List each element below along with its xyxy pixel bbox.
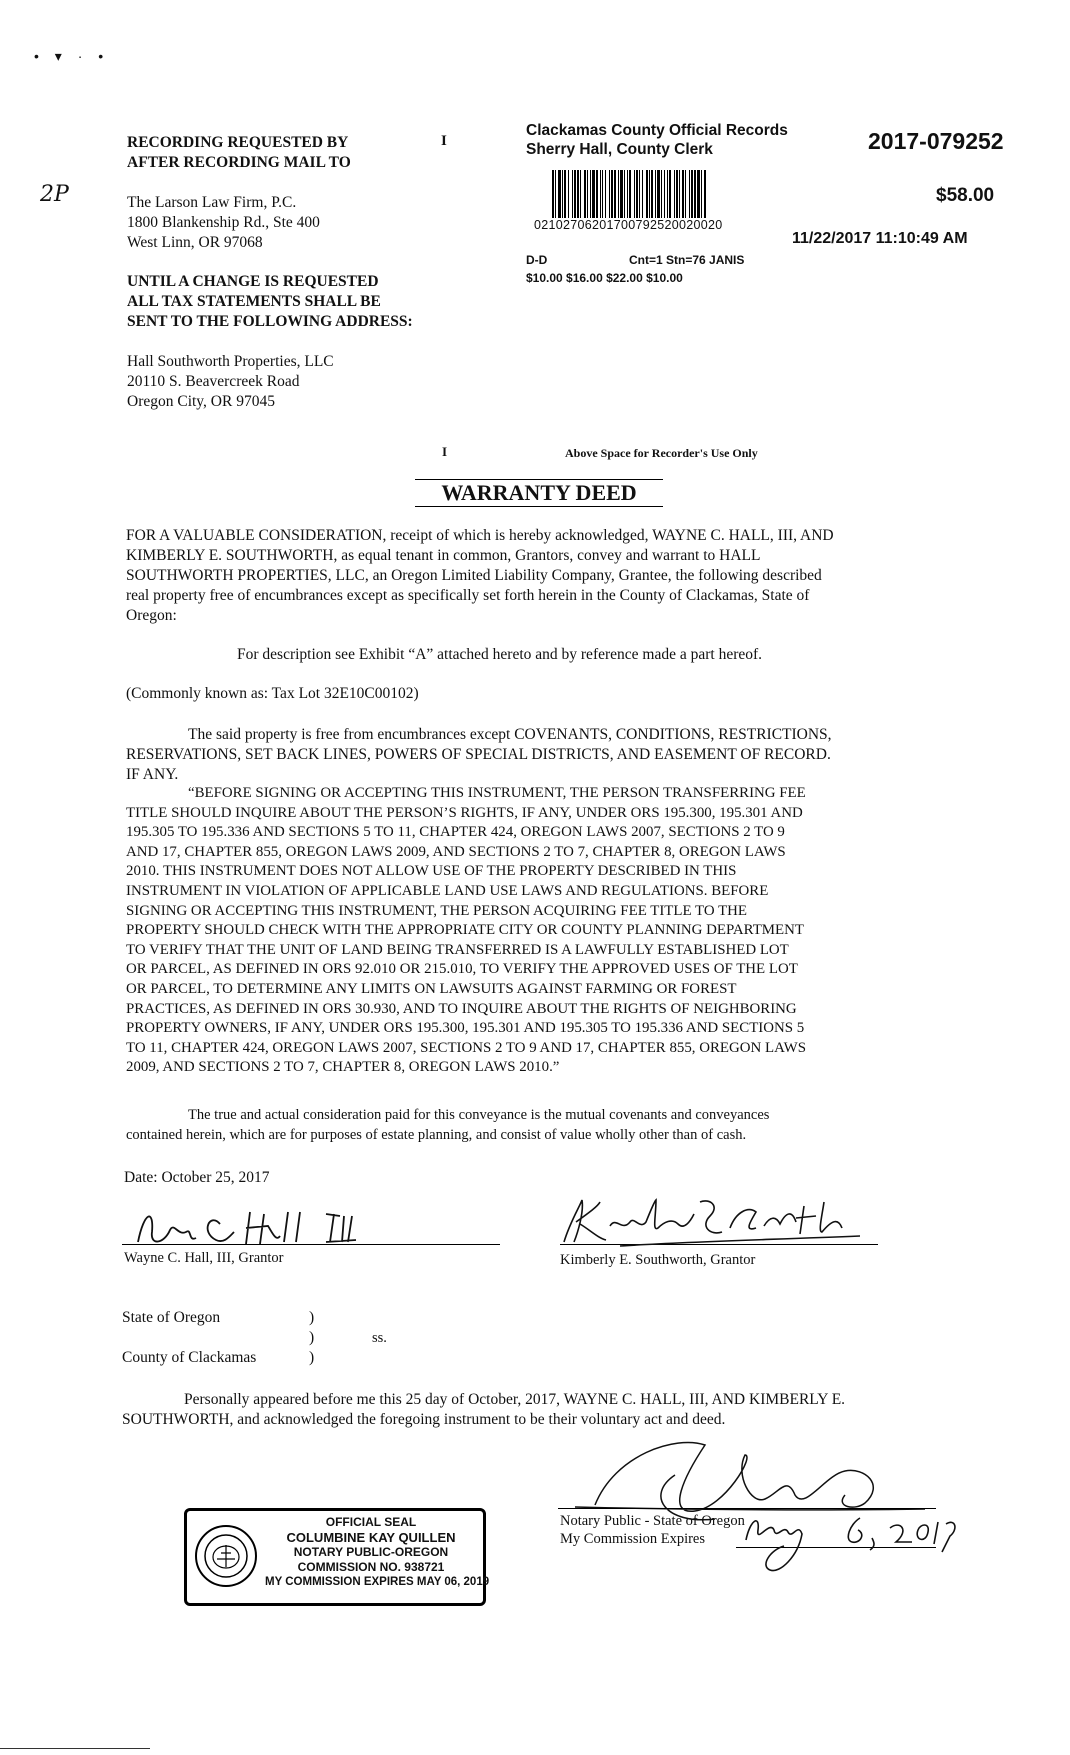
deed-code: D-D (526, 253, 548, 267)
notice-line: SIGNING OR ACCEPTING THIS INSTRUMENT, THE PERSON ACQUIRING FEE TITLE TO THE (126, 902, 748, 919)
recording-fee: $58.00 (936, 185, 995, 206)
notice-line: AND 17, CHAPTER 855, OREGON LAWS 2009, AND SECTIONS 2 TO 7, CHAPTER 8, OREGON LAWS (126, 843, 786, 860)
fee-breakdown: $10.00 $16.00 $22.00 $10.00 (526, 271, 683, 285)
seal-line1: OFFICIAL SEAL (325, 1515, 417, 1529)
body-line: SOUTHWORTH PROPERTIES, LLC, an Oregon Limited Liability Company, Grantee, the following described (126, 567, 822, 584)
seal-line5: MY COMMISSION EXPIRES MAY 06, 2019 (265, 1576, 490, 1588)
grantor2-name: Kimberly E. Southworth, Grantor (560, 1252, 756, 1268)
county-office-line2: Sherry Hall, County Clerk (526, 141, 713, 158)
oregon-seal-emblem (193, 1523, 259, 1589)
grantor2-handwritten-signature (560, 1192, 880, 1252)
tax-heading-line: SENT TO THE FOLLOWING ADDRESS: (127, 313, 413, 330)
recording-request-line2: AFTER RECORDING MAIL TO (127, 154, 351, 171)
tax-address (127, 352, 334, 412)
body-line: RESERVATIONS, SET BACK LINES, POWERS OF SPECIAL DISTRICTS, AND EASEMENT OF RECORD. (126, 746, 831, 763)
body-line: contained herein, which are for purposes of estate planning, and consist of value wholly other than of cash. (126, 1126, 747, 1143)
deed-date: Date: October 25, 2017 (124, 1169, 270, 1186)
notice-line: 195.305 TO 195.336 AND SECTIONS 5 TO 11, CHAPTER 424, OREGON LAWS 2007, SECTIONS 2 TO 9 (126, 824, 785, 841)
scan-marks: • ▾ · • (34, 48, 110, 64)
notice-line: OR PARCEL, AS DEFINED IN ORS 92.010 OR 215.010, TO VERIFY THE APPROVED USES OF THE LOT (126, 961, 798, 978)
return-address-line: West Linn, OR 97068 (127, 234, 263, 251)
recorder-space-label: Above Space for Recorder's Use Only (565, 446, 758, 460)
page-count-mark: 2P (40, 182, 69, 207)
body-line: IF ANY. (126, 766, 179, 783)
consideration-paragraph (126, 1106, 769, 1145)
body-line: real property free of encumbrances except as specifically set forth herein in the County of Clackamas, State of (126, 587, 810, 604)
recording-request-line1: RECORDING REQUESTED BY (127, 134, 349, 151)
county-office-line1: Clackamas County Official Records (526, 122, 788, 139)
tick-mark-bottom: I (442, 444, 448, 459)
exhibit-reference: For description see Exhibit “A” attached hereto and by reference made a part hereof. (237, 646, 763, 663)
seal-text (265, 1515, 490, 1590)
grantor1-signature-line (122, 1226, 500, 1245)
notice-line: PRACTICES, AS DEFINED IN ORS 30.930, AND TO INQUIRE ABOUT THE RIGHTS OF NEIGHBORING (126, 1000, 797, 1017)
barcode-bar (706, 170, 707, 218)
body-line: Oregon: (126, 607, 177, 624)
tax-heading-line: UNTIL A CHANGE IS REQUESTED (127, 273, 379, 290)
commission-expires-label: My Commission Expires (560, 1531, 706, 1547)
tax-address-line: 20110 S. Beavercreek Road (127, 373, 300, 390)
ack-line: SOUTHWORTH, and acknowledged the foregoing instrument to be their voluntary act and deed. (122, 1411, 726, 1428)
notary-seal (184, 1508, 490, 1606)
notary-public-label: Notary Public - State of Oregon (560, 1513, 745, 1529)
barcode (552, 170, 874, 218)
return-address-line: 1800 Blankenship Rd., Ste 400 (127, 214, 320, 231)
barcode-bars (552, 170, 874, 218)
tax-statement-heading (127, 272, 413, 332)
recording-timestamp: 11/22/2017 11:10:49 AM (792, 230, 968, 247)
common-address: (Commonly known as: Tax Lot 32E10C00102) (126, 685, 419, 702)
return-address (127, 193, 320, 253)
document-number: 2017-079252 (868, 128, 1004, 154)
tax-address-line: Hall Southworth Properties, LLC (127, 353, 334, 370)
venue-county: County of Clackamas (122, 1349, 257, 1366)
notice-line: TO VERIFY THAT THE UNIT OF LAND BEING TRANSFERRED IS A LAWFULLY ESTABLISHED LOT (126, 941, 789, 958)
tick-mark-top: I (441, 133, 447, 149)
venue-paren: ) (309, 1349, 315, 1366)
venue-paren: ) (309, 1309, 315, 1326)
barcode-number: 02102706201700792520020020 (534, 218, 723, 232)
venue-ss: ss. (372, 1330, 387, 1346)
notice-line: 2009, AND SECTIONS 2 TO 7, CHAPTER 8, OREGON LAWS 2010.” (126, 1059, 560, 1076)
county-office (526, 121, 788, 159)
body-line: KIMBERLY E. SOUTHWORTH, as equal tenant in common, Grantors, convey and warrant to HALL (126, 547, 761, 564)
seal-line4: COMMISSION NO. 938721 (297, 1560, 445, 1574)
grantor1-name: Wayne C. Hall, III, Grantor (124, 1250, 284, 1266)
page-title: WARRANTY DEED (415, 479, 663, 507)
commission-expires-handwritten (740, 1500, 960, 1580)
venue-paren: ) (309, 1329, 315, 1346)
notice-line: 2010. THIS INSTRUMENT DOES NOT ALLOW USE OF THE PROPERTY DESCRIBED IN THIS (126, 863, 737, 880)
ack-line: Personally appeared before me this 25 day of October, 2017, WAYNE C. HALL, III, AND KIMBERLY E. (184, 1391, 846, 1408)
grantor1-handwritten-signature (130, 1202, 410, 1252)
conveyance-paragraph (126, 526, 834, 626)
venue-state: State of Oregon (122, 1309, 221, 1326)
recording-request-heading (127, 133, 351, 173)
notice-line: TO 11, CHAPTER 424, OREGON LAWS 2007, SECTIONS 2 TO 9 AND 17, CHAPTER 855, OREGON LAWS (126, 1039, 806, 1056)
grantor2-signature-line (560, 1226, 878, 1245)
notice-line: TITLE SHOULD INQUIRE ABOUT THE PERSON’S RIGHTS, IF ANY, UNDER ORS 195.300, 195.301 AND (126, 804, 803, 821)
notice-line: PROPERTY OWNERS, IF ANY, UNDER ORS 195.300, 195.301 AND 195.305 TO 195.336 AND SECTIONS 5 (126, 1020, 805, 1037)
return-address-line: The Larson Law Firm, P.C. (127, 194, 297, 211)
tax-heading-line: ALL TAX STATEMENTS SHALL BE (127, 293, 381, 310)
statutory-notice (126, 784, 806, 1078)
encumbrance-paragraph (126, 725, 832, 785)
body-line: The said property is free from encumbrances except COVENANTS, CONDITIONS, RESTRICTIONS, (188, 726, 832, 743)
body-line: FOR A VALUABLE CONSIDERATION, receipt of which is hereby acknowledged, WAYNE C. HALL, III, AND (126, 527, 834, 544)
tax-address-line: Oregon City, OR 97045 (127, 393, 275, 410)
notice-line: INSTRUMENT IN VIOLATION OF APPLICABLE LAND USE LAWS AND REGULATIONS. BEFORE (126, 882, 769, 899)
scan-edge-mark (0, 1748, 150, 1749)
seal-line2: COLUMBINE KAY QUILLEN (286, 1530, 456, 1545)
body-line: The true and actual consideration paid for this conveyance is the mutual covenants and conveyances (188, 1107, 770, 1123)
station-code: Cnt=1 Stn=76 JANIS (629, 253, 745, 267)
notice-line: PROPERTY SHOULD CHECK WITH THE APPROPRIATE CITY OR COUNTY PLANNING DEPARTMENT (126, 922, 804, 939)
notice-line: OR PARCEL, TO DETERMINE ANY LIMITS ON LAWSUITS AGAINST FARMING OR FOREST (126, 980, 737, 997)
seal-line3: NOTARY PUBLIC-OREGON (293, 1545, 449, 1559)
notice-line: “BEFORE SIGNING OR ACCEPTING THIS INSTRUMENT, THE PERSON TRANSFERRING FEE (188, 785, 806, 801)
